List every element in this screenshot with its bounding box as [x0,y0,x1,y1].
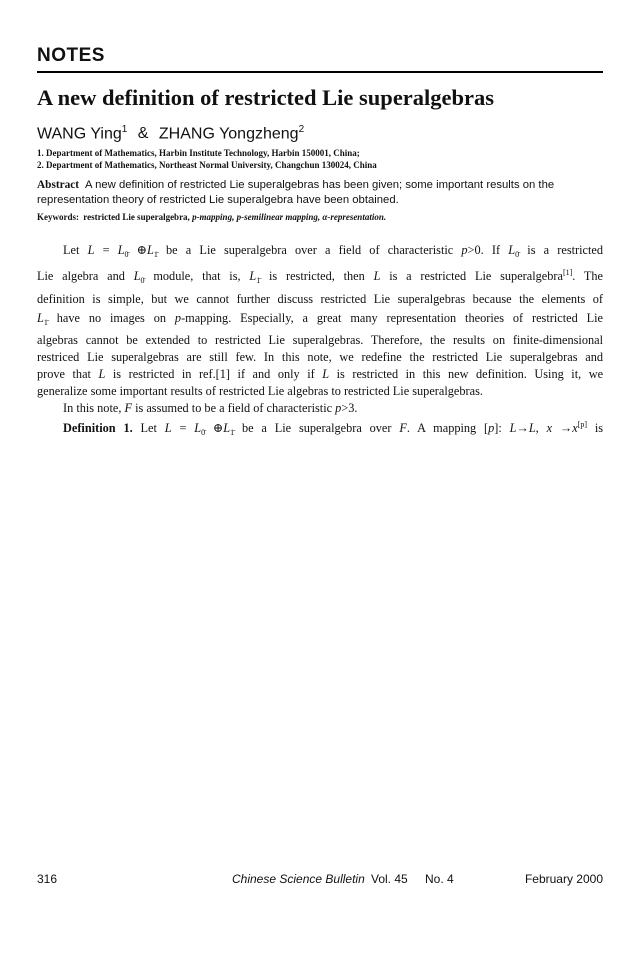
body-line-2 [37,268,603,285]
body-text: Let [63,243,80,257]
author-line [37,124,304,143]
author-1-affiliation-mark: 1 [121,124,128,135]
body-text: restriced Lie superalgebras are still few. In this note, we redefine the restricted Lie superalgebras and [37,350,603,364]
author-2-affiliation-mark: 2 [298,124,305,135]
math-L1: $L_{1̄}$ [37,311,48,327]
math-mapping: L→L, x →x[p] [509,420,587,436]
volume: Vol. 45 [371,872,408,886]
section-rule [37,71,603,73]
body-text: be a Lie superalgebra over F. A mapping [p]: [241,421,502,436]
body-text: be a Lie superalgebra over a field of characteristic [166,243,454,257]
body-text: have no images on [56,311,167,325]
body-text: algebras cannot be extended to restricted Lie superalgebras. Therefore, the results on finite-dimensional [37,333,603,347]
keywords [37,212,386,222]
body-text: Let [140,421,157,436]
body-line-10 [37,420,603,437]
body-line-4 [37,311,603,327]
journal-name: Chinese Science Bulletin [232,872,365,886]
body-text: is [594,421,604,436]
body-text: p-mapping. Especially, a great many representation theories of restricted Lie [174,311,603,325]
abstract [37,178,603,208]
body-line-5 [37,333,603,348]
affiliation-1: 1. Department of Mathematics, Harbin Institute Technology, Harbin 150001, China; [37,148,360,158]
body-text: In this note, F is assumed to be a field of characteristic p>3. [63,401,358,415]
abstract-label: Abstract [37,179,80,191]
article-title: A new definition of restricted Lie superalgebras [37,85,495,110]
body-line-8 [37,384,603,399]
issue-date: February 2000 [524,872,603,886]
body-text: module, that is, [153,269,241,284]
section-heading: NOTES [37,45,105,66]
body-text: is a restricted [527,243,604,257]
definition-label: Definition 1. [63,421,133,436]
math-L-decomposition: $L = L_{0̄}$ $\oplus L_{1̄}$ [87,243,158,259]
issue-number: No. 4 [425,872,454,886]
body-text: is restricted, then L is a restricted Lie superalgebra[1]. The [269,268,604,284]
body-text: prove that L is restricted in ref.[1] if and only if L is restricted in this new definition. Using it, we [37,367,604,381]
body-text: generalize some important results of restricted Lie algebras to restricted Lie superalgebras. [37,384,483,398]
keywords-label: Keywords: [37,212,79,222]
citation-1: [1] [562,268,573,277]
keyword-4: α-representation. [322,212,387,222]
author-separator: & [137,125,149,143]
body-line-7 [37,367,603,382]
affiliation-2: 2. Department of Mathematics, Northeast Normal University, Changchun 130024, China [37,160,377,170]
page-number: 316 [37,872,58,886]
author-1-name: WANG Ying [37,125,122,143]
body-line-6 [37,350,603,365]
math-L-decomposition: $L = L_{0̄}$ $\oplus L_{1̄}$ [164,421,235,438]
body-text: p>0. If [461,243,501,257]
body-line-3 [37,292,603,307]
author-2-name: ZHANG Yongzheng [158,125,299,143]
math-L0: $L_{0̄}$ [133,269,145,286]
abstract-text: A new definition of restricted Lie superalgebras has been given; some important results on the representation theory of restricted Lie superalgebra have been obtained. [37,179,555,206]
keyword-3: p-semilinear mapping, [236,212,321,222]
body-line-9 [37,401,603,416]
body-text: Lie algebra and [37,269,125,284]
math-L0: $L_{0̄}$ [508,243,520,259]
keyword-2: p-mapping, [192,212,235,222]
keyword-1: restricted Lie superalgebra, [83,212,190,222]
body-line-1 [37,243,603,259]
math-L1: $L_{1̄}$ [249,269,261,286]
body-text: definition is simple, but we cannot further discuss restricted Lie superalgebras because the elements of [37,292,603,306]
